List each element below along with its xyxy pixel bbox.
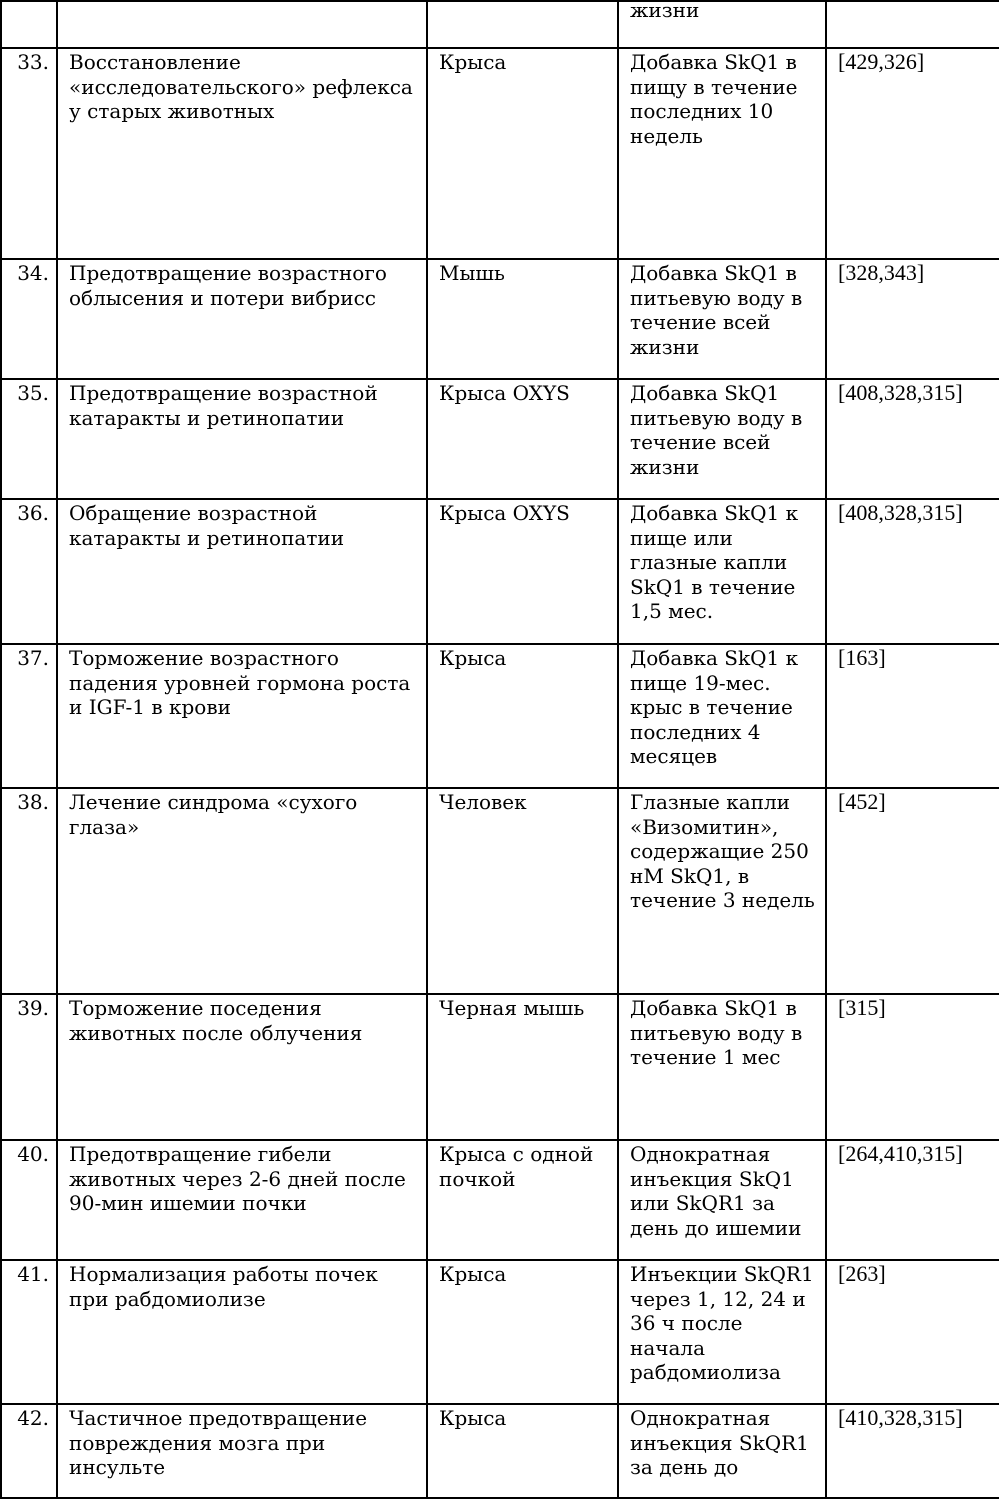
- object-cell: Крыса: [427, 644, 618, 788]
- effect-cell: Предотвращение возрастной катаракты и ретинопатии: [57, 379, 427, 499]
- method-cell: Глазные капли «Визомитин», содержащие 250 нМ SkQ1, в течение 3 недель: [618, 788, 826, 994]
- object-cell: Человек: [427, 788, 618, 994]
- refs-cell: [408,328,315]: [826, 379, 999, 499]
- refs-cell: [263]: [826, 1260, 999, 1404]
- row-number: 40.: [1, 1140, 57, 1260]
- row-number: 41.: [1, 1260, 57, 1404]
- method-cell: Инъекции SkQR1 через 1, 12, 24 и 36 ч после начала рабдомиолиза: [618, 1260, 826, 1404]
- table-row: [1, 1404, 999, 1498]
- table-row: [1, 48, 999, 259]
- table-row: [1, 1260, 999, 1404]
- table-row: [1, 994, 999, 1140]
- table-row: [1, 788, 999, 994]
- cell-method: жизни: [618, 1, 826, 48]
- object-cell: Крыса: [427, 1260, 618, 1404]
- object-cell: Крыса: [427, 1404, 618, 1498]
- table-row: [1, 1140, 999, 1260]
- effect-cell: Предотвращение гибели животных через 2-6 дней после 90-мин ишемии почки: [57, 1140, 427, 1260]
- cell-num: [1, 1, 57, 48]
- effect-cell: Торможение возрастного падения уровней гормона роста и IGF-1 в крови: [57, 644, 427, 788]
- object-cell: Крыса OXYS: [427, 379, 618, 499]
- method-cell: Добавка SkQ1 питьевую воду в течение всей жизни: [618, 379, 826, 499]
- row-number: 33.: [1, 48, 57, 259]
- method-cell: Однократная инъекция SkQR1 за день до: [618, 1404, 826, 1498]
- row-number: 36.: [1, 499, 57, 644]
- effect-cell: Обращение возрастной катаракты и ретинопатии: [57, 499, 427, 644]
- refs-cell: [410,328,315]: [826, 1404, 999, 1498]
- refs-cell: [163]: [826, 644, 999, 788]
- effect-cell: Лечение синдрома «сухого глаза»: [57, 788, 427, 994]
- row-number: 34.: [1, 259, 57, 379]
- refs-cell: [264,410,315]: [826, 1140, 999, 1260]
- method-cell: Добавка SkQ1 в пищу в течение последних 10 недель: [618, 48, 826, 259]
- table-row: [1, 499, 999, 644]
- row-number: 37.: [1, 644, 57, 788]
- row-number: 42.: [1, 1404, 57, 1498]
- row-number: 35.: [1, 379, 57, 499]
- effect-cell: Торможение поседения животных после облучения: [57, 994, 427, 1140]
- object-cell: Крыса OXYS: [427, 499, 618, 644]
- row-number: 39.: [1, 994, 57, 1140]
- row-number: 38.: [1, 788, 57, 994]
- object-cell: Черная мышь: [427, 994, 618, 1140]
- effect-cell: Частичное предотвращение повреждения мозга при инсульте: [57, 1404, 427, 1498]
- object-cell: Крыса: [427, 48, 618, 259]
- method-cell: Однократная инъекция SkQ1 или SkQR1 за день до ишемии: [618, 1140, 826, 1260]
- refs-cell: [328,343]: [826, 259, 999, 379]
- method-cell: Добавка SkQ1 к пище или глазные капли SkQ1 в течение 1,5 мес.: [618, 499, 826, 644]
- table-row-continued: [1, 1, 999, 48]
- method-cell: Добавка SkQ1 в питьевую воду в течение всей жизни: [618, 259, 826, 379]
- cell-object: [427, 1, 618, 48]
- object-cell: Мышь: [427, 259, 618, 379]
- cell-refs: [826, 1, 999, 48]
- table-row: [1, 259, 999, 379]
- effect-cell: Восстановление «исследовательского» рефлекса у старых животных: [57, 48, 427, 259]
- refs-cell: [452]: [826, 788, 999, 994]
- cell-effect: [57, 1, 427, 48]
- table-row: [1, 644, 999, 788]
- effect-cell: Предотвращение возрастного облысения и потери вибрисс: [57, 259, 427, 379]
- effect-cell: Нормализация работы почек при рабдомиолизе: [57, 1260, 427, 1404]
- refs-cell: [408,328,315]: [826, 499, 999, 644]
- method-cell: Добавка SkQ1 к пище 19-мес. крыс в течение последних 4 месяцев: [618, 644, 826, 788]
- refs-cell: [429,326]: [826, 48, 999, 259]
- method-cell: Добавка SkQ1 в питьевую воду в течение 1 мес: [618, 994, 826, 1140]
- object-cell: Крыса с одной почкой: [427, 1140, 618, 1260]
- refs-cell: [315]: [826, 994, 999, 1140]
- table-row: [1, 379, 999, 499]
